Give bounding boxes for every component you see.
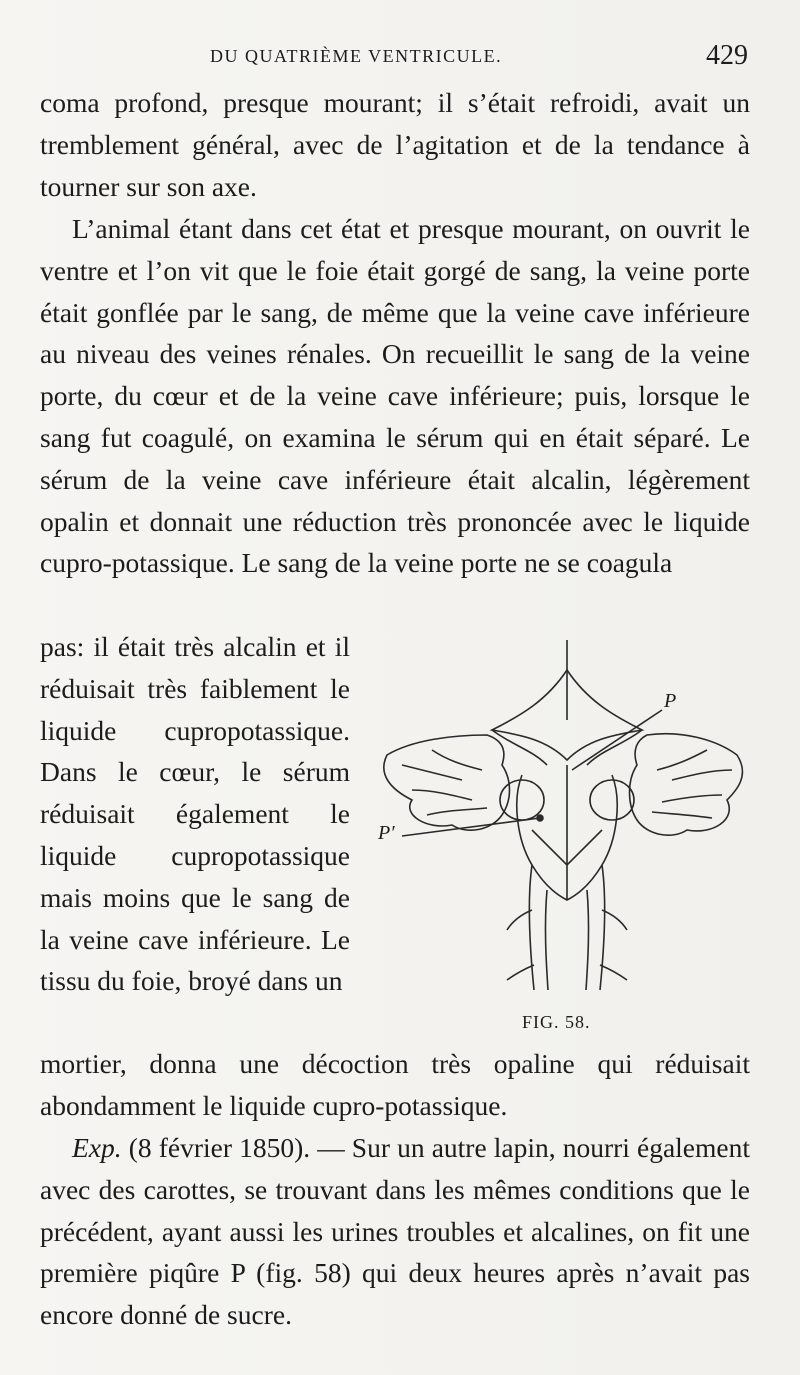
paragraph-2 xyxy=(40,208,750,584)
paragraph-2-wrapped xyxy=(40,626,350,1002)
figure-58 xyxy=(372,630,764,1040)
figure-caption: FIG. 58. xyxy=(522,1012,591,1032)
running-title: DU QUATRIÈME VENTRICULE. xyxy=(210,46,503,66)
exp-label: Exp. xyxy=(72,1132,122,1163)
paragraph-1-text: coma profond, presque mourant; il s’était refroidi, avait un tremblement général, avec de l’agitation et de la tendance à tourner sur son axe. xyxy=(40,87,750,202)
paragraph-2-text: L’animal étant dans cet état et presque mourant, on ouvrit le ventre et l’on vit que le foie était gorgé de sang, la veine porte était gonflée par le sang, de même que la veine cave inférieure au niveau des veines rénales. On recueillit le sang de la veine porte, du cœur et de la veine cave inférieure; puis, lorsque le sang fut coagulé, on examina le sérum qui en était séparé. Le sérum de la veine cave inférieure était alcalin, légèrement opalin et donnait une réduction très prononcée avec le liquide cupro-potassique. Le sang de la veine porte ne se coagula xyxy=(40,213,750,579)
page-header xyxy=(40,40,760,80)
paragraph-2-end-text: mortier, donna une décoction très opaline qui réduisait abondamment le liquide cupro-potassique. xyxy=(40,1048,750,1121)
label-p-prime: P′ xyxy=(378,822,395,844)
page-number: 429 xyxy=(706,40,748,71)
label-p: P xyxy=(664,690,677,712)
paragraph-3 xyxy=(40,1127,750,1336)
paragraph-3-body: (8 février 1850). — Sur un autre lapin, nourri également avec des carottes, se trouvant dans les mêmes conditions que le précédent, ayant aussi les urines troubles et alcalines, on fit une première piqûre P (fig. 58) qui deux heures après n’avait pas encore donné de sucre. xyxy=(40,1132,750,1331)
paragraph-1 xyxy=(40,82,750,207)
paragraph-2-wrap-text: pas: il était très alcalin et il réduisait très faiblement le liquide cupropotassique. Dans le cœur, le sérum réduisait également le liquide cupropotassique mais moins que le sang de la veine cave inférieure. Le tissu du foie, broyé dans un xyxy=(40,631,350,997)
brain-illustration xyxy=(372,630,764,1010)
paragraph-3-text xyxy=(40,1127,750,1336)
paragraph-2-end xyxy=(40,1043,750,1127)
